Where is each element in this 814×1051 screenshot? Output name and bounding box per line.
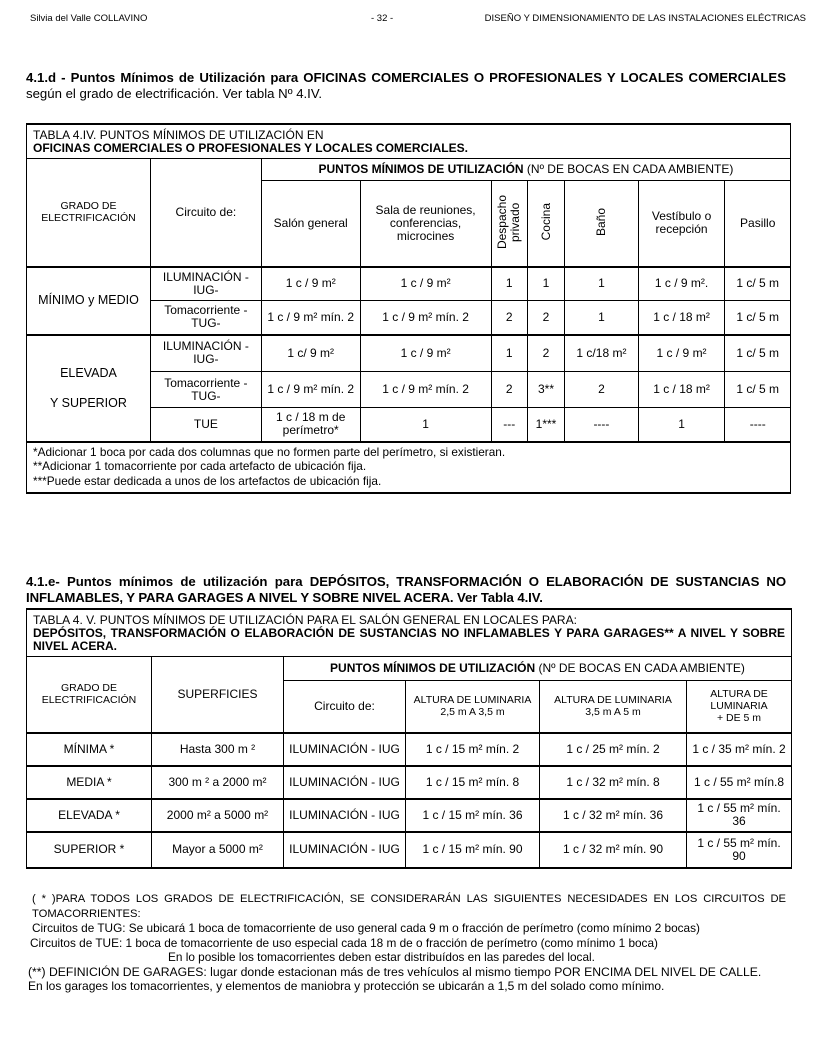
table-caption — [27, 124, 791, 159]
table-cell: --- — [491, 408, 527, 442]
amb-cocina — [527, 181, 564, 267]
caption-line-2: OFICINAS COMERCIALES O PROFESIONALES Y LOCALES COMERCIALES. — [33, 141, 468, 155]
table-cell: 1 c / 15 m² mín. 90 — [406, 832, 540, 868]
section-title-caps-text: DEPÓSITOS, TRANSFORMACIÓN O ELABORACIÓN DE SUSTANCIAS NO INFLAMABLES, Y PARA GARAGES A NIVEL Y SOBRE NIVEL ACERA. Ver Tabla 4.IV. — [26, 574, 787, 605]
table-cell: 1 — [565, 267, 639, 301]
amb-despacho — [491, 181, 527, 267]
note-1: *Adicionar 1 boca por cada dos columnas que no formen parte del perímetro, si existieran. — [33, 444, 506, 459]
amb-cocina-label: Cocina — [538, 203, 553, 241]
caption-line-2: DEPÓSITOS, TRANSFORMACIÓN O ELABORACIÓN DE SUSTANCIAS NO INFLAMABLES Y PARA GARAGES** A NIVEL Y SOBRE NIVEL ACERA. — [33, 626, 785, 653]
table-cell: MÍNIMA * — [27, 733, 152, 766]
note-tug: Circuitos de TUG: Se ubicará 1 boca de tomacorriente de uso general cada 9 m o fracción de perímetro (como mínimo 2 bocas) — [32, 921, 700, 935]
puntos-normal: (Nº DE BOCAS EN CADA AMBIENTE) — [523, 162, 734, 176]
col-altura-2 — [540, 681, 687, 733]
table-cell: 2 — [491, 372, 527, 408]
note-garages-def: (**) DEFINICIÓN DE GARAGES: lugar donde estacionan más de tres vehículos al mismo tiempo POR ENCIMA DEL NIVEL DE CALLE. — [28, 964, 762, 979]
amb-pasillo: Pasillo — [725, 181, 791, 267]
col-grado: GRADO DE ELECTRIFICACIÓN — [27, 159, 151, 267]
col-circuito: Circuito de: — [284, 681, 406, 733]
altura-1-range: 2,5 m A 3,5 m — [440, 706, 505, 719]
table-cell: TUE — [150, 408, 261, 442]
table-caption — [27, 609, 792, 657]
caption-line-1: TABLA 4. V. PUNTOS MÍNIMOS DE UTILIZACIÓN PARA EL SALÓN GENERAL EN LOCALES PARA: — [33, 613, 577, 627]
table-cell: ILUMINACIÓN - IUG- — [150, 267, 261, 301]
table-cell: 1 c / 9 m² — [638, 335, 725, 372]
amb-vestibulo: Vestíbulo o recepción — [638, 181, 725, 267]
table-cell: SUPERIOR * — [27, 832, 152, 868]
amb-salon: Salón general — [261, 181, 360, 267]
table-cell: 2 — [565, 372, 639, 408]
table-cell: 1 c / 15 m² mín. 8 — [406, 766, 540, 799]
table-cell: 1 c / 55 m² mín. 36 — [687, 799, 792, 832]
table-cell: 1 c / 18 m² — [638, 301, 725, 335]
table-4-v — [26, 608, 792, 869]
table-cell: 1 c / 9 m² mín. 2 — [261, 301, 360, 335]
col-circuito: Circuito de: — [150, 159, 261, 267]
table-cell: 1 c/ 5 m — [725, 301, 791, 335]
altura-2-range: 3,5 m A 5 m — [585, 706, 641, 719]
table-cell: ILUMINACIÓN - IUG — [284, 832, 406, 868]
section-4-1-e-title — [26, 574, 786, 606]
table-cell: 1 c / 9 m² mín. 2 — [261, 372, 360, 408]
table-cell: ELEVADA * — [27, 799, 152, 832]
puntos-bold: PUNTOS MÍNIMOS DE UTILIZACIÓN — [330, 661, 536, 675]
table-cell: ILUMINACIÓN - IUG- — [150, 335, 261, 372]
table-cell: 1 c / 32 m² mín. 8 — [540, 766, 687, 799]
table-cell: 1 c / 9 m² mín. 2 — [360, 301, 491, 335]
grado-elevada-superior — [27, 335, 151, 442]
note-distribucion: En lo posible los tomacorrientes deben estar distribuídos en las paredes del local. — [168, 950, 595, 964]
amb-despacho-label: Despacho privado — [495, 194, 523, 249]
note-3: ***Puede estar dedicada a unos de los artefactos de ubicación fija. — [33, 473, 382, 488]
grado-elevada: ELEVADA — [60, 366, 117, 380]
table-cell: ILUMINACIÓN - IUG — [284, 766, 406, 799]
table-cell: 1 c / 32 m² mín. 36 — [540, 799, 687, 832]
table-cell: 1 c / 55 m² mín.8 — [687, 766, 792, 799]
table-cell: 1 — [527, 267, 564, 301]
note-tue: Circuitos de TUE: 1 boca de tomacorriente de uso especial cada 18 m de o fracción de perímetro (como mínimo 1 boca) — [30, 935, 658, 950]
header-page-number: - 32 - — [371, 13, 394, 24]
amb-sala: Sala de reuniones, conferencias, microcines — [360, 181, 491, 267]
table-cell: 1 — [491, 267, 527, 301]
altura-3-label: ALTURA DE LUMINARIA — [710, 688, 768, 713]
puntos-normal: (Nº DE BOCAS EN CADA AMBIENTE) — [535, 661, 745, 675]
altura-2-label: ALTURA DE LUMINARIA — [554, 694, 672, 707]
table-cell: 1 c / 15 m² mín. 36 — [406, 799, 540, 832]
col-grado: GRADO DE ELECTRIFICACIÓN — [27, 657, 152, 733]
header-author: Silvia del Valle COLLAVINO — [30, 13, 148, 24]
table-cell: ILUMINACIÓN - IUG — [284, 733, 406, 766]
amb-bano — [565, 181, 639, 267]
note-2: **Adicionar 1 tomacorriente por cada artefacto de ubicación fija. — [33, 459, 367, 473]
table-cell: ---- — [725, 408, 791, 442]
note-general: ( * )PARA TODOS LOS GRADOS DE ELECTRIFICACIÓN, SE CONSIDERARÁN LAS SIGUIENTES NECESIDADES EN LOS CIRCUITOS DE TOMACORRIENTES: — [32, 893, 786, 920]
altura-1-label: ALTURA DE LUMINARIA — [413, 694, 532, 707]
amb-bano-label: Baño — [593, 207, 608, 236]
table-cell: ILUMINACIÓN - IUG — [284, 799, 406, 832]
col-superficies: SUPERFICIES — [152, 657, 284, 733]
table-cell: 2 — [527, 301, 564, 335]
table-cell: Mayor a 5000 m² — [152, 832, 284, 868]
table-cell: 1*** — [527, 408, 564, 442]
table-cell: 1 c / 55 m² mín. 90 — [687, 832, 792, 868]
section-title-bold: 4.1.e- Puntos mínimos de utilización para — [26, 574, 310, 589]
table-cell: 1 — [491, 335, 527, 372]
puntos-bold: PUNTOS MÍNIMOS DE UTILIZACIÓN — [318, 162, 524, 176]
table-cell: 1 c / 18 m de perímetro* — [261, 408, 360, 442]
table-cell: 2000 m² a 5000 m² — [152, 799, 284, 832]
section-title-bold: 4.1.d - Puntos Mínimos de Utilización para OFICINAS COMERCIALES O PROFESIONALES Y LOCALES COMERCIALES — [26, 70, 786, 85]
table-cell: 1 — [638, 408, 725, 442]
table-cell: Hasta 300 m ² — [152, 733, 284, 766]
section-4-1-d-title — [26, 70, 786, 102]
table-cell: 1 c/18 m² — [565, 335, 639, 372]
table-cell: 1 — [360, 408, 491, 442]
table-cell: MEDIA * — [27, 766, 152, 799]
table-cell: 1 c/ 5 m — [725, 267, 791, 301]
table-cell: 2 — [491, 301, 527, 335]
note-garages: En los garages los tomacorrientes, y elementos de maniobra y protección se ubicarán a 1,5 m del solado como mínimo. — [28, 979, 665, 993]
table-cell: 1 c / 35 m² mín. 2 — [687, 733, 792, 766]
table-cell: 1 c / 9 m² mín. 2 — [360, 372, 491, 408]
table-cell: 1 c/ 5 m — [725, 372, 791, 408]
table-cell: 1 c / 9 m² — [360, 335, 491, 372]
table-cell: 2 — [527, 335, 564, 372]
table-cell: 1 c/ 5 m — [725, 335, 791, 372]
col-puntos — [261, 159, 790, 181]
col-altura-1 — [406, 681, 540, 733]
grado-superior: Y SUPERIOR — [50, 396, 127, 410]
table-cell: 1 c / 15 m² mín. 2 — [406, 733, 540, 766]
header-doc-title: DISEÑO Y DIMENSIONAMIENTO DE LAS INSTALACIONES ELÉCTRICAS — [484, 13, 806, 24]
table-cell: Tomacorriente -TUG- — [150, 301, 261, 335]
table-cell: 1 c / 25 m² mín. 2 — [540, 733, 687, 766]
col-altura-3 — [687, 681, 792, 733]
grado-minimo-medio: MÍNIMO y MEDIO — [27, 267, 151, 335]
table-cell: 1 — [565, 301, 639, 335]
table-cell: 1 c / 9 m² — [261, 267, 360, 301]
table-cell: 300 m ² a 2000 m² — [152, 766, 284, 799]
table-4-v-notes — [28, 892, 786, 994]
caption-line-1: TABLA 4.IV. PUNTOS MÍNIMOS DE UTILIZACIÓN EN — [33, 128, 324, 142]
table-cell: ---- — [565, 408, 639, 442]
table-cell: 1 c / 18 m² — [638, 372, 725, 408]
table-cell: 1 c / 32 m² mín. 90 — [540, 832, 687, 868]
table-notes — [27, 442, 791, 494]
table-cell: 1 c/ 9 m² — [261, 335, 360, 372]
table-cell: Tomacorriente -TUG- — [150, 372, 261, 408]
table-4-iv — [26, 123, 791, 494]
col-puntos — [284, 657, 792, 681]
table-cell: 3** — [527, 372, 564, 408]
section-title-normal: según el grado de electrificación. Ver tabla Nº 4.IV. — [26, 86, 323, 101]
table-cell: 1 c / 9 m². — [638, 267, 725, 301]
table-cell: 1 c / 9 m² — [360, 267, 491, 301]
altura-3-range: + DE 5 m — [716, 712, 762, 725]
